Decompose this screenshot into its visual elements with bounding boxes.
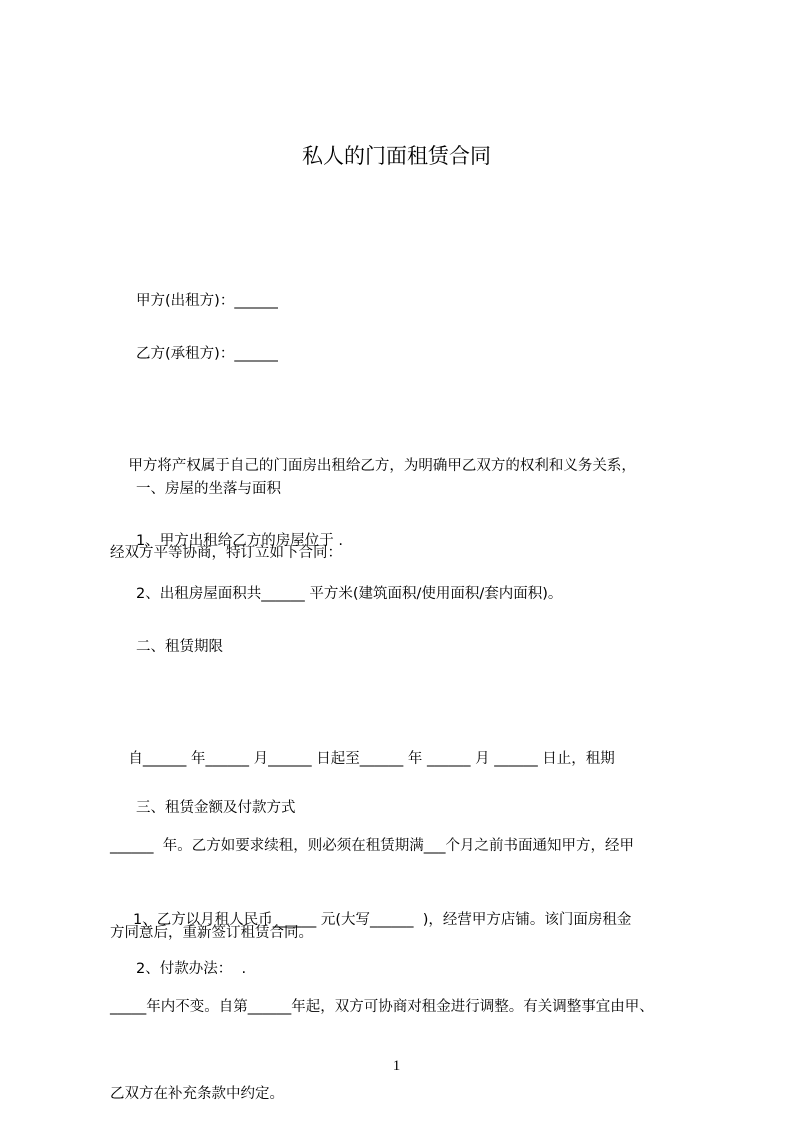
- rent-paragraph: [110, 848, 710, 1138]
- intro-line-2: 经双方平等协商，特订立如下合同：: [110, 545, 342, 561]
- section-1-item-1: 1、甲方出租给乙方的房屋位于 .: [136, 533, 343, 549]
- section-1-heading: 一、房屋的坐落与面积: [136, 481, 281, 497]
- section-3-heading: 三、租赁金额及付款方式: [136, 800, 296, 816]
- rent-line-1: 1、乙方以月租人民币______ 元(大写______ )，经营甲方店铺。该门面房租金: [110, 912, 632, 928]
- section-1-item-2: 2、出租房屋面积共______ 平方米(建筑面积/使用面积/套内面积)。: [136, 586, 563, 602]
- party-a-line: 甲方(出租方)：______: [136, 293, 278, 309]
- intro-line-1: 甲方将产权属于自己的门面房出租给乙方，为明确甲乙双方的权利和义务关系，: [110, 458, 636, 474]
- section-2-heading: 二、租赁期限: [136, 639, 223, 655]
- rent-line-2: _____年内不变。自第______年起，双方可协商对租金进行调整。有关调整事宜由甲、: [110, 999, 654, 1015]
- rent-line-3: 乙双方在补充条款中约定。: [110, 1086, 284, 1102]
- payment-method-line: 2、付款办法： .: [136, 961, 247, 977]
- page-number: 1: [392, 1058, 401, 1074]
- lease-term-line-1: 自______ 年______ 月______ 日起至______ 年 ______ 月 ______ 日止，租期: [110, 751, 615, 767]
- document-title: 私人的门面租赁合同: [302, 144, 491, 168]
- party-b-line: 乙方(承租方)：______: [136, 346, 278, 362]
- lease-term-line-2: ______ 年。乙方如要求续租，则必须在租赁期满___个月之前书面通知甲方，经甲: [110, 838, 634, 854]
- lease-term-line-3: 方同意后，重新签订租赁合同。: [110, 925, 313, 941]
